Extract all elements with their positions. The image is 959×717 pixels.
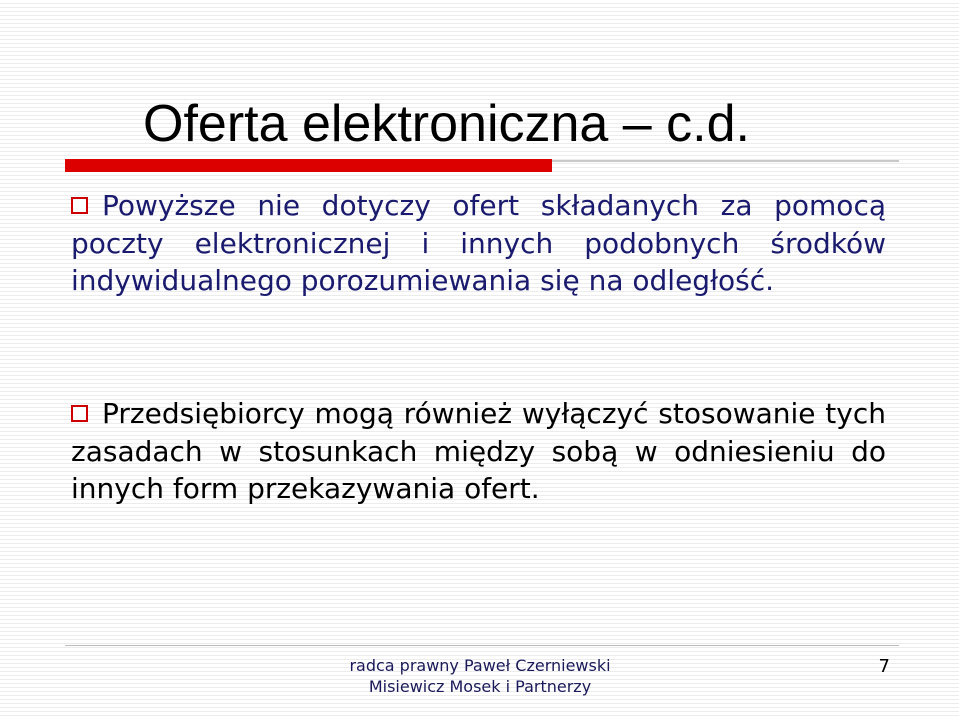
footer-attribution: [320, 655, 640, 697]
title-accent-bar: [65, 159, 552, 172]
square-bullet-icon: [71, 405, 88, 422]
slide-title: Oferta elektroniczna – c.d.: [143, 95, 750, 153]
bullet-text: Powyższe nie dotyczy ofert składanych za pomocą poczty elektronicznej i innych podobnych środków indywidualnego porozumiewania się na odległość.: [71, 189, 886, 297]
square-bullet-icon: [71, 197, 88, 214]
footer-firm: Misiewicz Mosek i Partnerzy: [368, 677, 592, 696]
bullet-item: [71, 395, 886, 508]
bullet-text: Przedsiębiorcy mogą również wyłączyć stosowanie tych zasadach w stosunkach między sobą w odniesieniu do innych form przekazywania ofert.: [71, 397, 886, 505]
footer-author: radca prawny Paweł Czerniewski: [349, 656, 611, 675]
footer-divider: [65, 645, 899, 646]
bullet-item: [71, 187, 886, 300]
page-number: 7: [878, 656, 890, 677]
